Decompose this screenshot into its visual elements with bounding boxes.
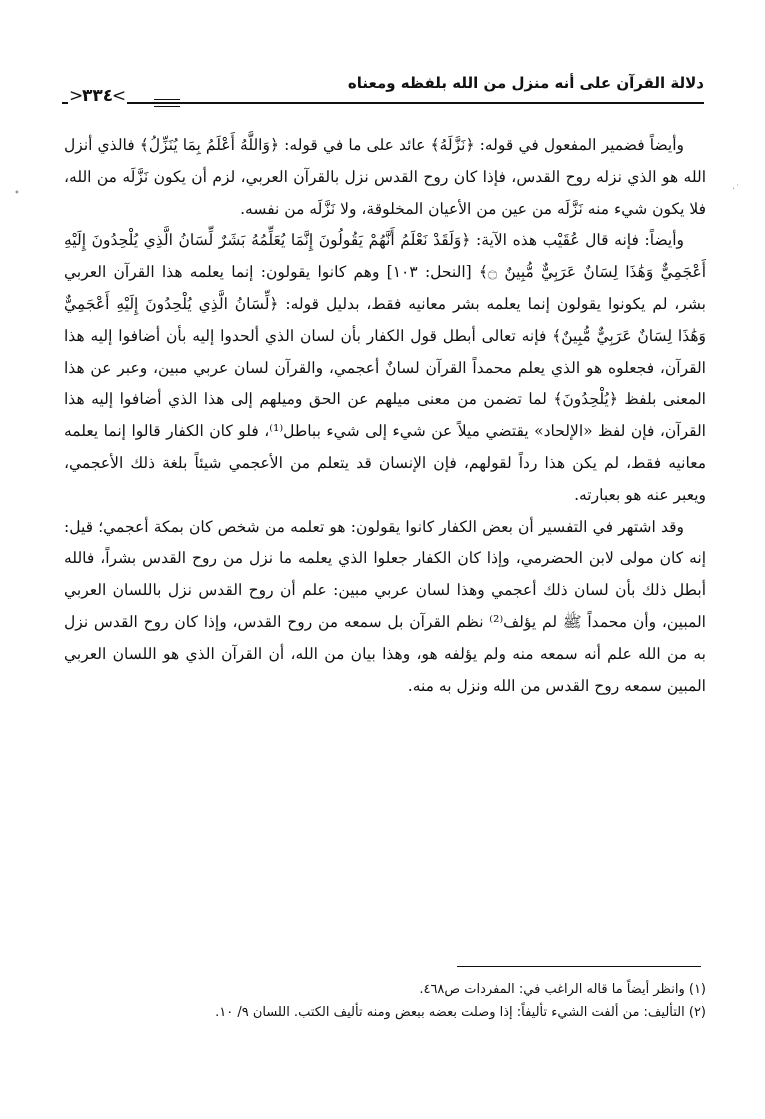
main-text: [64, 130, 706, 702]
header-ornament-rule-bottom: [154, 106, 180, 107]
paragraph: وقد اشتهر في التفسير أن بعض الكفار كانوا يقولون: هو تعلمه من شخص كان بمكة أعجمي؛ قيل: إنه كان مولى لابن الحضرمي، وإذا كان الكفار جعلوا الذي يعلمه ما نزل من روح القدس بشراً، فالله أبطل ذلك بأن لسان ذلك أعجمي وهذا لسان عربي مبين: علم أن روح القدس نزل باللسان العربي المبين، وأن محمداً ﷺ لم يؤلف⁽²⁾ نظم القرآن بل سمعه من روح القدس، وإذا كان روح القدس نزل به من الله علم أنه سمعه منه ولم يؤلفه هو، وهذا بيان من الله، أن القرآن الذي هو اللسان العربي المبين سمعه روح القدس من الله ونزل به منه.: [64, 517, 706, 695]
page-number: < ٣٣٤ >: [68, 86, 127, 106]
page-header: [62, 70, 704, 114]
paragraph: وأيضاً: فإنه قال عُقَيْب هذه الآية: ﴿وَلَقَدْ نَعْلَمُ أَنَّهُمْ يَقُولُونَ إِنَّمَا يُعَلِّمُهُ بَشَرٌ لِّسَانُ الَّذِي يُلْحِدُونَ إِلَيْهِ أَعْجَمِيٌّ وَهَٰذَا لِسَانٌ عَرَبِيٌّ مُّبِينٌ ۝﴾ [النحل: ١٠٣] وهم كانوا يقولون: إنما يعلمه هذا القرآن العربي بشر، لم يكونوا يقولون إنما يعلمه بشر معانيه فقط، بدليل قوله: ﴿لِّسَانُ الَّذِي يُلْحِدُونَ إِلَيْهِ أَعْجَمِيٌّ وَهَٰذَا لِسَانٌ عَرَبِيٌّ مُّبِينٌ﴾ فإنه تعالى أبطل قول الكفار بأن لسان الذي ألحدوا إليه بأن أضافوا إليه هذا القرآن، فجعلوه هو الذي يعلم محمداً القرآن لسانٌ أعجمي، والقرآن لسان عربي مبين، وعبر عن هذا المعنى بلفظ ﴿يُلْحِدُونَ﴾ لما تضمن من معنى ميلهم عن الحق وميلهم إلى هذا الذي أضافوا إليه هذا القرآن، فإن لفظ «الإلحاد» يقتضي ميلاً عن شيء إلى شيء بباطل⁽¹⁾، فلو كان الكفار قالوا إنما يعلمه معانيه فقط، لم يكن هذا رداً لقولهم، فإن الإنسان قد يتعلم من الأعجمي شيئاً بلغة ذلك الأعجمي، ويعبر عنه هو بعبارته.: [64, 231, 706, 504]
scan-speck: •: [14, 188, 20, 199]
scan-speck: ·˙: [732, 184, 741, 195]
header-ornament-rule-top: [154, 99, 180, 100]
footnote: (١) وانظر أيضاً ما قاله الراغب في: المفردات ص٤٦٨.: [419, 982, 706, 997]
footnote: (٢) التأليف: من ألفت الشيء تأليفاً: إذا وصلت بعضه ببعض ومنه تأليف الكتب. اللسان ٩/ ١٠.: [215, 1005, 706, 1020]
paragraph: وأيضاً فضمير المفعول في قوله: ﴿نَزَّلَهُ﴾ عائد على ما في قوله: ﴿وَاللَّهُ أَعْلَمُ بِمَا يُنَزِّلُ﴾ فالذي أنزل الله هو الذي نزله روح القدس، فإذا كان روح القدس نزل بالقرآن العربي، لزم أن يكون نَزَّلَه من الله، فلا يكون شيء منه نَزَّلَه من عين من الأعيان المخلوقة، ولا نَزَّلَه من نفسه.: [64, 136, 706, 218]
footnotes: [64, 978, 706, 1024]
header-rule: [62, 102, 704, 104]
running-title: دلالة القرآن على أنه منزل من الله بلفظه ومعناه: [347, 74, 704, 92]
footnote-separator: [457, 966, 701, 967]
